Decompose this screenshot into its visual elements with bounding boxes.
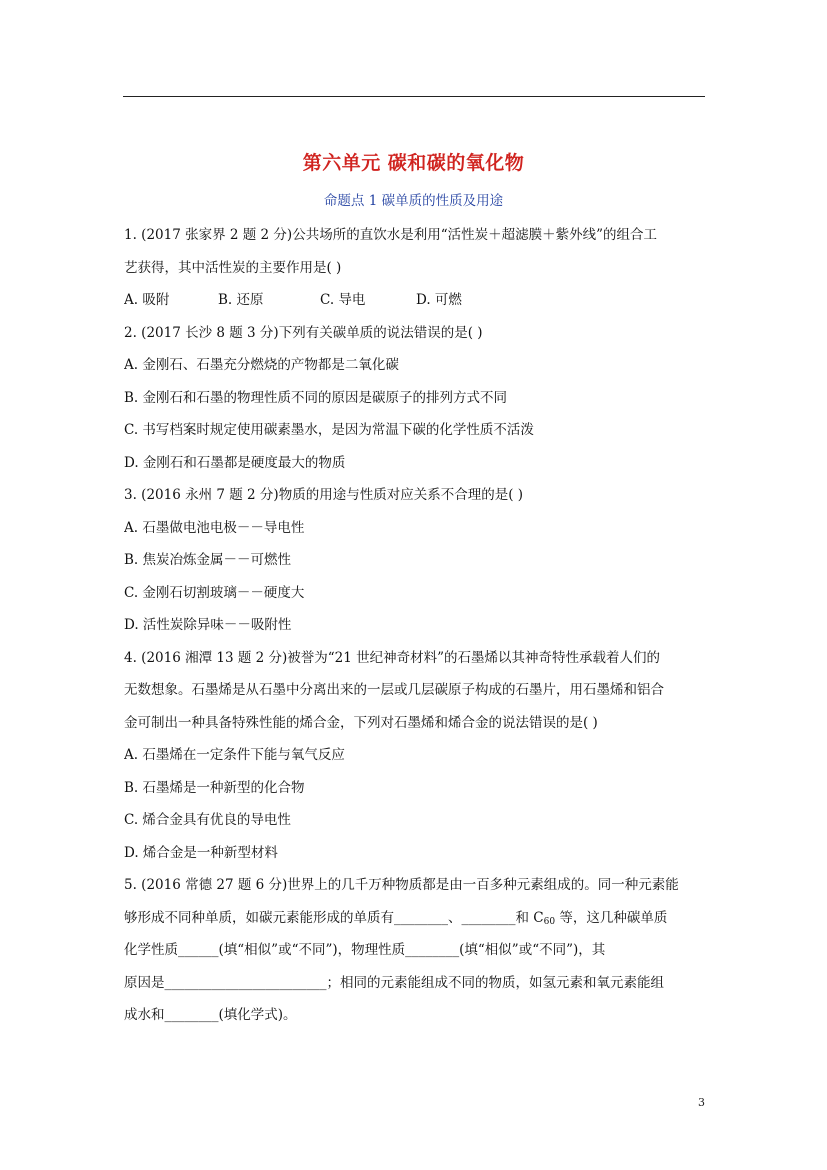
q5-line-2-tail: 等，这几种碳单质 [555,909,668,926]
question-3 [124,479,706,642]
option-b: B. 金刚石和石墨的物理性质不同的原因是碳原子的排列方式不同 [124,389,508,406]
q5-line-2-text: 够形成不同种单质，如碳元素能形成的单质有________、________和 C [124,909,544,926]
option-b: B. 石墨烯是一种新型的化合物 [124,779,305,796]
question-4-stem-line-3: 金可制出一种具备特殊性能的烯合金，下列对石墨烯和烯合金的说法错误的是( ) [124,714,598,731]
question-1-stem-line-2: 艺获得，其中活性炭的主要作用是( ) [124,259,342,276]
option-d: D. 活性炭除异味－－吸附性 [124,617,292,633]
option-d: D. 可燃 [416,292,462,308]
question-5-line-2 [124,902,706,935]
question-5-line-1: 5. (2016 常德 27 题 6 分)世界上的几千万种物质都是由一百多种元素组成的。同一种元素能 [124,877,679,893]
question-5 [124,869,706,1032]
question-2-stem: 2. (2017 长沙 8 题 3 分)下列有关碳单质的说法错误的是( ) [124,324,483,341]
question-1-options [124,284,706,317]
header-rule [123,96,705,97]
option-c: C. 烯合金具有优良的导电性 [124,812,291,828]
option-d: D. 烯合金是一种新型材料 [124,844,278,861]
question-1 [124,219,706,317]
question-3-stem: 3. (2016 永州 7 题 2 分)物质的用途与性质对应关系不合理的是( ) [124,487,524,503]
option-b: B. 焦炭冶炼金属－－可燃性 [124,552,292,568]
option-c: C. 导电 [320,292,366,308]
question-list [124,219,706,1032]
question-4 [124,642,706,870]
option-c: C. 书写档案时规定使用碳素墨水，是因为常温下碳的化学性质不活泼 [124,422,534,438]
question-2 [124,317,706,480]
option-c: C. 金刚石切割玻璃－－硬度大 [124,584,305,601]
page-title: 第六单元 碳和碳的氧化物 [302,152,525,174]
question-4-stem-line-2: 无数想象。石墨烯是从石墨中分离出来的一层或几层碳原子构成的石墨片，用石墨烯和铝合 [124,682,664,698]
option-b: B. 还原 [218,292,264,308]
option-a: A. 金刚石、石墨充分燃烧的产物都是二氧化碳 [124,357,399,373]
option-a: A. 石墨烯在一定条件下能与氧气反应 [124,747,345,763]
c60-subscript: 60 [543,916,556,927]
section-subtitle: 命题点 1 碳单质的性质及用途 [323,193,504,209]
question-5-line-3: 化学性质______(填“相似”或“不同”)，物理性质________(填“相似”或“不同”)，其 [124,942,606,958]
question-4-stem-line-1: 4. (2016 湘潭 13 题 2 分)被誉为“21 世纪神奇材料”的石墨烯以其神奇特性承载着人们的 [124,649,661,666]
question-5-line-4: 原因是________________________；相同的元素能组成不同的物质，如氢元素和氧元素能组 [124,974,664,991]
option-d: D. 金刚石和石墨都是硬度最大的物质 [124,454,346,471]
page-number: 3 [698,1096,705,1109]
option-a: A. 石墨做电池电极－－导电性 [124,519,305,536]
option-a: A. 吸附 [124,292,170,308]
question-5-line-5: 成水和________(填化学式)。 [124,1007,297,1023]
question-1-stem-line-1: 1. (2017 张家界 2 题 2 分)公共场所的直饮水是利用“活性炭＋超滤膜＋紫外线”的组合工 [124,227,657,243]
